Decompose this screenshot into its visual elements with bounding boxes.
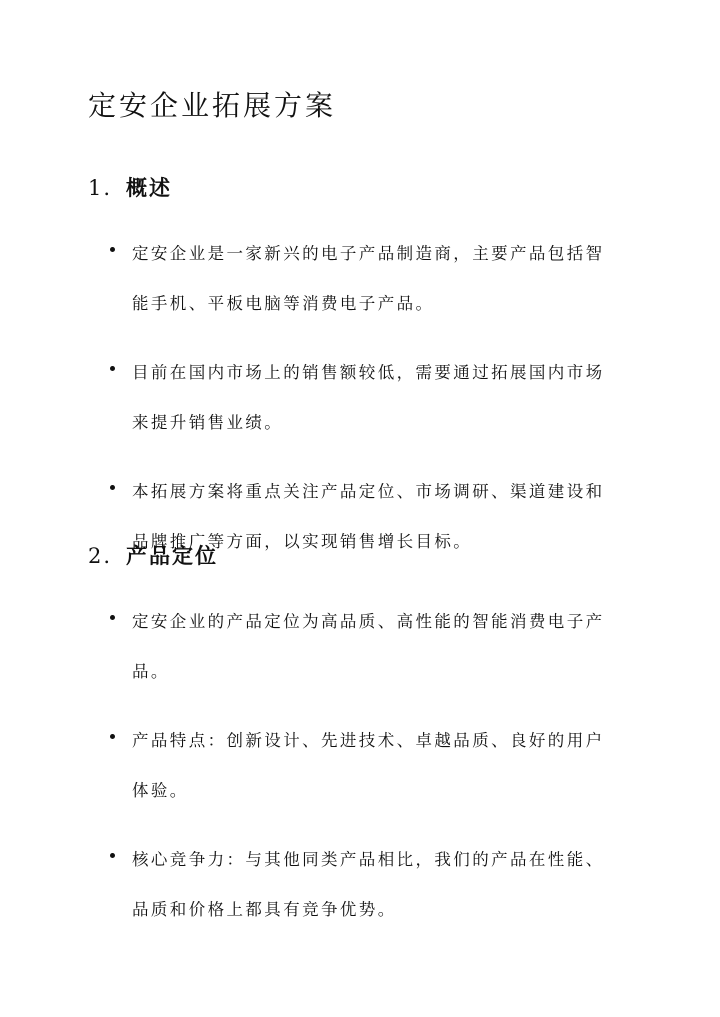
product-positioning-bullet-list [0,604,720,961]
document-title: 定安企业拓展方案 [88,89,337,122]
list-item [0,716,720,816]
list-item [0,348,720,448]
section-heading-overview [88,172,172,204]
bullet-text: 本拓展方案将重点关注产品定位、市场调研、渠道建设和品牌推广等方面，以实现销售增长目标。 [132,482,605,551]
bullet-icon [110,247,115,252]
list-item [0,597,720,697]
bullet-icon [110,734,115,739]
bullet-icon [110,485,115,490]
section-number: 1. [88,176,113,200]
bullet-text: 核心竞争力：与其他同类产品相比，我们的产品在性能、品质和价格上都具有竞争优势。 [132,850,605,919]
list-item [0,835,720,935]
bullet-text: 目前在国内市场上的销售额较低，需要通过拓展国内市场来提升销售业绩。 [132,363,605,432]
bullet-text: 定安企业是一家新兴的电子产品制造商，主要产品包括智能手机、平板电脑等消费电子产品。 [132,244,605,313]
section-number: 2. [88,544,113,568]
section-title: 概述 [126,175,172,200]
section-heading-product-positioning [88,540,218,572]
list-item [0,229,720,329]
bullet-icon [110,366,115,371]
bullet-icon [110,615,115,620]
section-title: 产品定位 [126,543,218,568]
bullet-icon [110,853,115,858]
bullet-text: 定安企业的产品定位为高品质、高性能的智能消费电子产品。 [132,612,605,681]
bullet-text: 产品特点：创新设计、先进技术、卓越品质、良好的用户体验。 [132,731,605,800]
